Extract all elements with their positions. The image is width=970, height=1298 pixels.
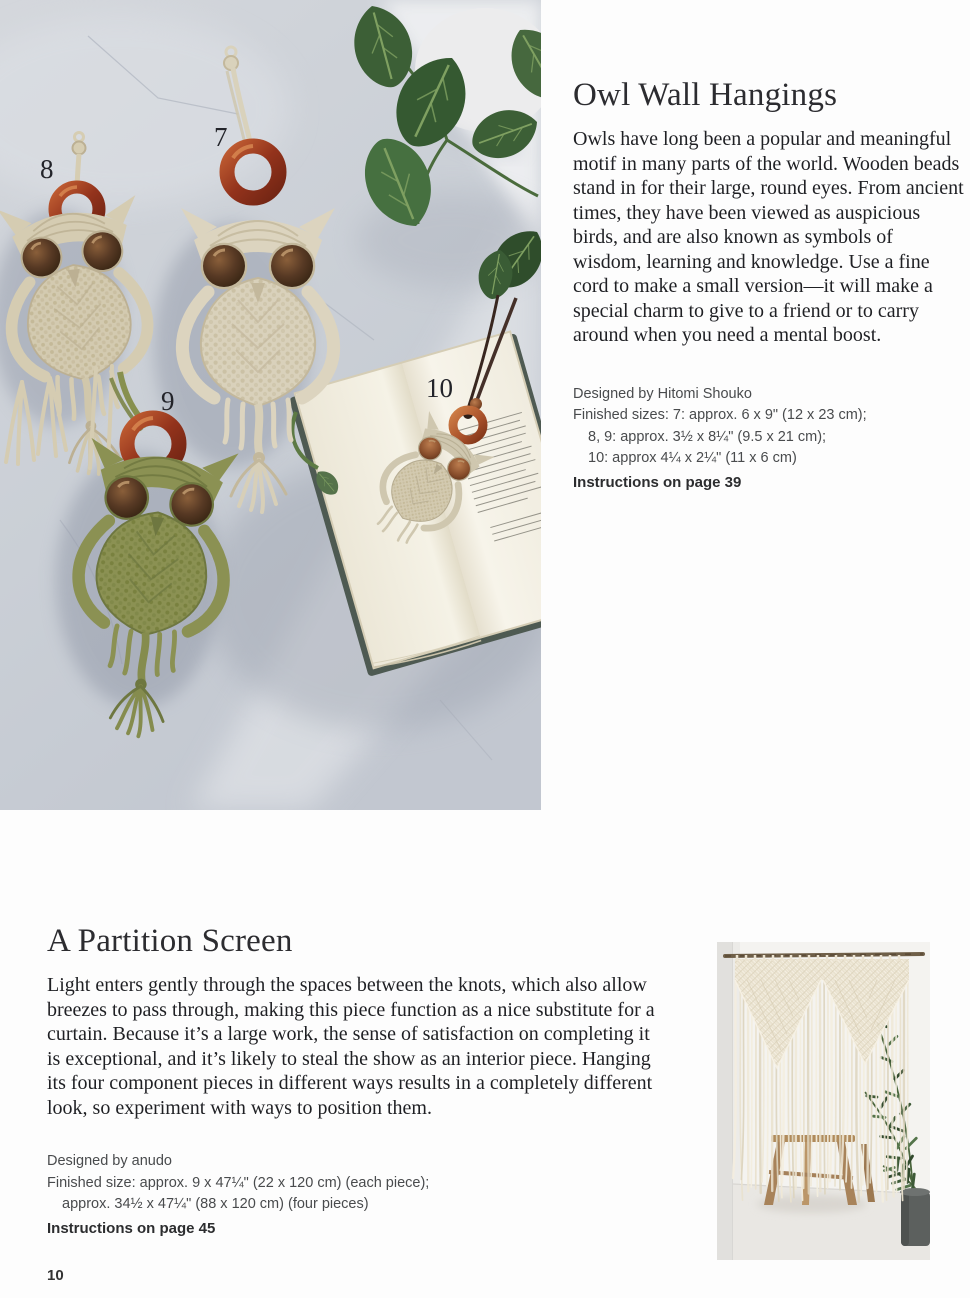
partition-photo-illustration [717, 942, 930, 1260]
partition-section-title: A Partition Screen [47, 923, 293, 959]
photo-label-9: 9 [161, 386, 175, 416]
photo-label-8: 8 [40, 154, 54, 184]
partition-photo [717, 942, 930, 1260]
partition-instructions: Instructions on page 45 [47, 1219, 216, 1237]
partition-size-line-2: approx. 34½ x 47¼" (88 x 120 cm) (four pieces) [62, 1196, 369, 1212]
owl-size-line-1: Finished sizes: 7: approx. 6 x 9" (12 x 23 cm); [573, 407, 867, 423]
partition-size-line-1: Finished size: approx. 9 x 47¼" (22 x 120 cm) (each piece); [47, 1174, 430, 1191]
owl-section-credits [573, 384, 965, 470]
owl-size-line-3: 10: approx 4¼ x 2¼" (11 x 6 cm) [588, 450, 797, 466]
owl-section-title: Owl Wall Hangings [573, 77, 838, 113]
partition-section-body: Light enters gently through the spaces between the knots, which also allow breezes to pass through, making this piece function as a nice substitute for a curtain. Because it’s a large work, the sense of satisfaction on completing it is exceptional, and it’s likely to steal the show as an interior piece. Hanging its four component pieces in different ways results in a completely different look, so experiment with ways to position them. [47, 974, 655, 1119]
plant-pot [900, 1188, 930, 1246]
photo-label-7: 7 [214, 122, 228, 152]
partition-designed-by: Designed by anudo [47, 1153, 172, 1169]
owl-section [573, 76, 965, 493]
photo-label-10: 10 [426, 373, 453, 403]
owl-photo [0, 0, 541, 810]
page-number: 10 [47, 1267, 64, 1284]
owl-size-line-2: 8, 9: approx. 3½ x 8¼" (9.5 x 21 cm); [588, 428, 827, 445]
partition-section-credits [47, 1151, 667, 1216]
owl-section-body: Owls have long been a popular and meaningful motif in many parts of the world. Wooden beads stand in for their large, round eyes. From ancient times, they have been viewed as auspicious birds, and are also known as symbols of wisdom, learning and knowledge. Use a fine cord to make a small version—it will make a special charm to give to a friend or to carry around when you need a mental boost. [573, 128, 964, 346]
floor [733, 1184, 930, 1260]
partition-section [47, 922, 667, 1239]
owl-instructions: Instructions on page 39 [573, 473, 742, 491]
owl-designed-by: Designed by Hitomi Shouko [573, 385, 752, 402]
owl-photo-illustration [0, 0, 541, 810]
wall-corner [717, 942, 733, 1260]
